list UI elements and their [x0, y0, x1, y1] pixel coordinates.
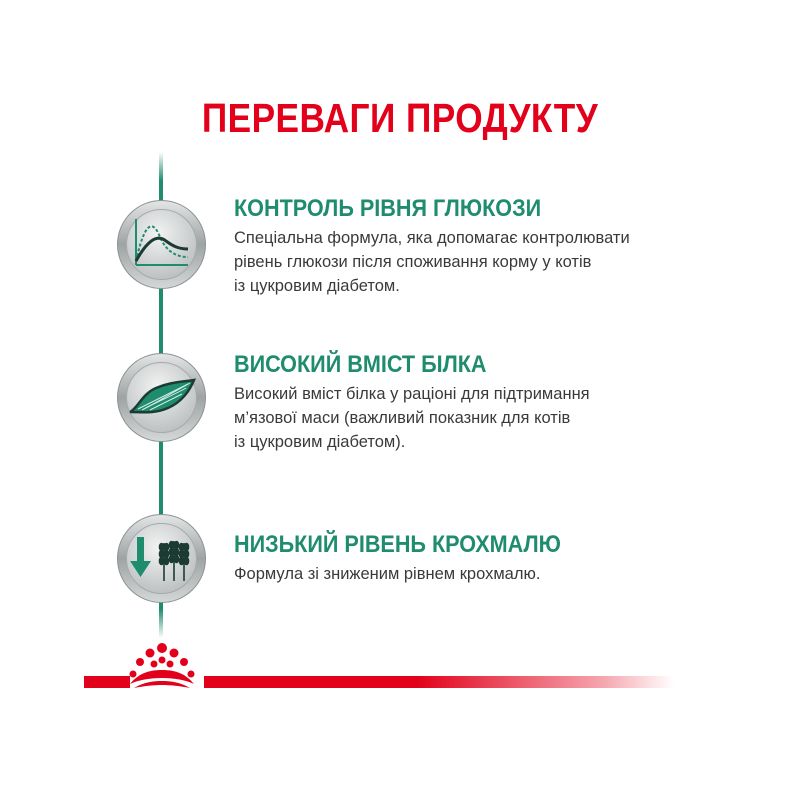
benefit-description [234, 382, 704, 454]
benefit-heading: НИЗЬКИЙ РІВЕНЬ КРОХМАЛЮ [234, 531, 561, 558]
benefit-heading: КОНТРОЛЬ РІВНЯ ГЛЮКОЗИ [234, 195, 542, 222]
description-line: рівень глюкози після споживання корму у котів [234, 253, 592, 271]
benefit-description [234, 562, 704, 586]
royal-canin-crown-icon [124, 638, 200, 694]
description-line: Спеціальна формула, яка допомагає контролювати [234, 229, 630, 247]
benefit-protein [234, 350, 704, 454]
description-line: із цукровим діабетом. [234, 277, 400, 295]
description-line: Формула зі зниженим рівнем крохмалю. [234, 565, 541, 583]
description-line: м’язової маси (важливий показник для котів [234, 409, 571, 427]
glucose-curve-icon [116, 199, 207, 290]
benefit-description [234, 226, 704, 298]
description-line: Високий вміст білка у раціоні для підтримання [234, 385, 590, 403]
benefit-glucose [234, 194, 704, 298]
low-starch-icon [116, 513, 207, 604]
benefit-starch [234, 530, 704, 586]
benefit-heading: ВИСОКИЙ ВМІСТ БІЛКА [234, 351, 487, 378]
muscle-icon [116, 352, 207, 443]
page-title: ПЕРЕВАГИ ПРОДУКТУ [201, 95, 599, 141]
description-line: із цукровим діабетом). [234, 433, 406, 451]
footer-line-right [204, 676, 674, 688]
